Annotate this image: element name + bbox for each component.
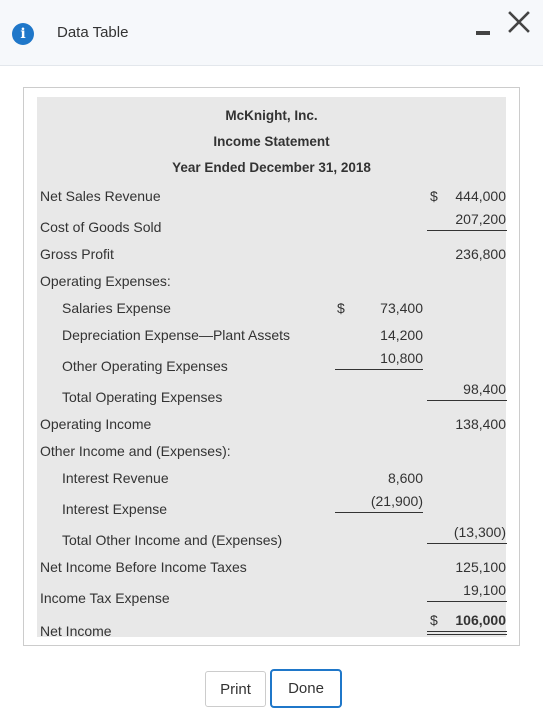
row-label-income-tax: Income Tax Expense	[40, 590, 170, 606]
company-name: McKnight, Inc.	[225, 108, 318, 123]
value-net-sales: 444,000	[455, 188, 506, 204]
value-interest-expense: (21,900)	[370, 493, 423, 509]
value-other-operating: 10,800	[380, 350, 423, 366]
minimize-icon[interactable]	[476, 31, 490, 35]
row-label-other-income: Other Income and (Expenses):	[40, 443, 231, 459]
done-button[interactable]: Done	[270, 669, 342, 708]
double-underline-net-income-top	[427, 631, 507, 632]
underline-income-tax	[427, 601, 507, 602]
row-label-total-operating: Total Operating Expenses	[62, 389, 223, 405]
row-label-operating-expenses: Operating Expenses:	[40, 273, 171, 289]
data-table-frame	[23, 87, 520, 646]
value-net-income: 106,000	[455, 612, 506, 628]
underline-cogs	[427, 230, 507, 231]
print-button[interactable]: Print	[205, 671, 266, 707]
row-label-depreciation: Depreciation Expense—Plant Assets	[62, 327, 291, 343]
row-label-cogs: Cost of Goods Sold	[40, 219, 162, 235]
value-depreciation: 14,200	[380, 327, 423, 343]
value-cogs: 207,200	[455, 211, 506, 227]
underline-interest-expense	[335, 512, 423, 513]
double-underline-net-income-bottom	[427, 634, 507, 635]
row-label-other-operating: Other Operating Expenses	[62, 358, 228, 374]
row-label-interest-expense: Interest Expense	[62, 501, 168, 517]
value-total-other: (13,300)	[453, 524, 506, 540]
currency-net-income: $	[430, 612, 438, 628]
row-label-gross-profit: Gross Profit	[40, 246, 114, 262]
statement-period: Year Ended December 31, 2018	[172, 160, 371, 175]
value-operating-income: 138,400	[455, 416, 506, 432]
currency-salaries: $	[337, 300, 345, 316]
dialog-titlebar	[0, 0, 543, 66]
row-label-net-income: Net Income	[40, 623, 112, 639]
dialog-title: Data Table	[57, 24, 129, 41]
row-label-operating-income: Operating Income	[40, 416, 152, 432]
row-label-total-other: Total Other Income and (Expenses)	[62, 532, 283, 548]
value-interest-revenue: 8,600	[387, 470, 423, 486]
currency-net-sales: $	[430, 188, 438, 204]
underline-total-operating	[427, 400, 507, 401]
row-label-income-before-taxes: Net Income Before Income Taxes	[40, 559, 247, 575]
value-income-before-taxes: 125,100	[455, 559, 506, 575]
row-label-net-sales: Net Sales Revenue	[40, 188, 161, 204]
statement-name: Income Statement	[213, 134, 330, 149]
row-label-salaries: Salaries Expense	[62, 300, 171, 316]
value-salaries: 73,400	[380, 300, 423, 316]
value-gross-profit: 236,800	[455, 246, 506, 262]
info-icon: i	[12, 23, 34, 45]
row-label-interest-revenue: Interest Revenue	[62, 470, 169, 486]
underline-other-operating	[335, 369, 423, 370]
close-icon[interactable]	[506, 9, 532, 35]
underline-total-other	[427, 543, 507, 544]
value-total-operating: 98,400	[463, 381, 506, 397]
value-income-tax: 19,100	[463, 582, 506, 598]
income-statement	[37, 97, 506, 637]
